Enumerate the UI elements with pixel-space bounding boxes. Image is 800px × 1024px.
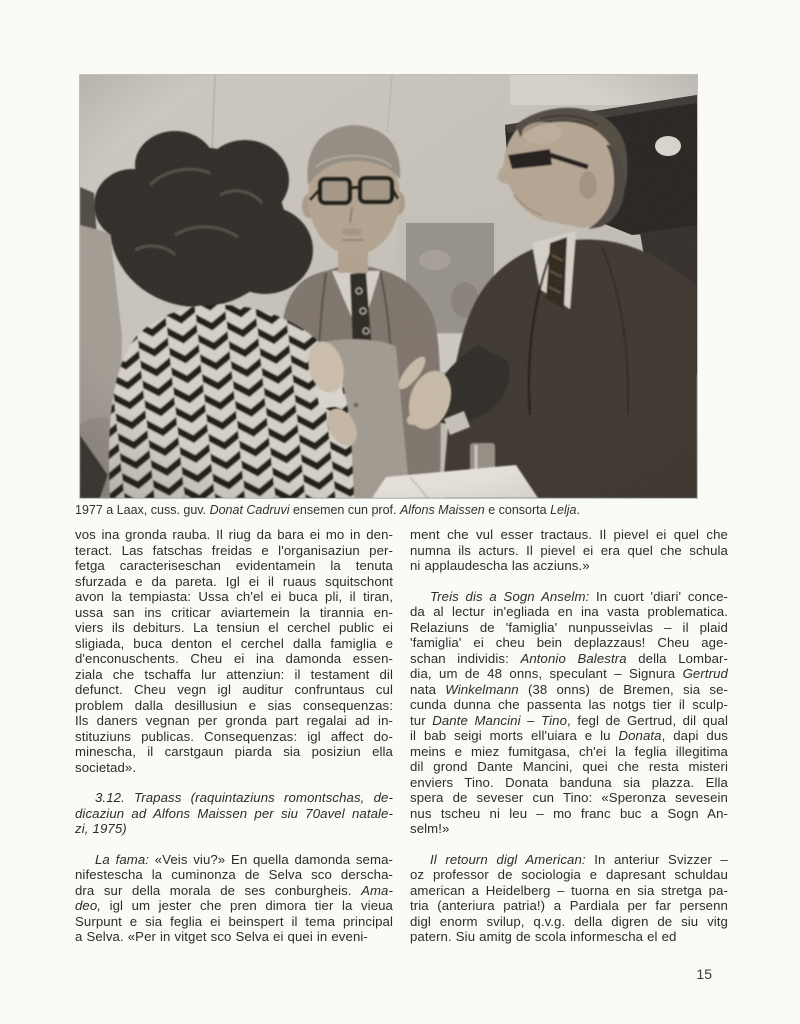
text-line: ni applaudescha las acziuns.» <box>410 558 590 573</box>
text-line: zi, 1975) <box>75 821 127 836</box>
text-line: patern. Siu amitg de scola informescha el ed <box>410 929 677 944</box>
text-line: Ils daners vegnan per gronda part regalai ad in- <box>75 713 393 728</box>
paragraph <box>75 527 393 775</box>
text-line: dicaziun ad Alfons Maissen per siu 70avel natale- <box>75 805 393 821</box>
page-number: 15 <box>696 966 712 982</box>
text-line: tria (anteriura patria!) a Pardiala per far persenn <box>410 898 728 913</box>
text-line: deo, igl um jester che pren dimora tier la vieua <box>75 898 393 913</box>
text-line: minescha, il carstgaun piarda sia posiziun ella <box>75 744 393 759</box>
text-line: ussa san ins criticar aviartemein la tirannia en- <box>75 604 393 620</box>
text-line: meins e miez fumitgasa, ch'ei la feglia illegitima <box>410 743 728 759</box>
text-line: nata Winkelmann (38 onns) de Bremen, sia se- <box>410 681 728 697</box>
text-line: defunct. Cheu vegn igl auditur confruntaus cul <box>75 682 393 697</box>
paragraph <box>75 790 393 837</box>
text-line: nifestescha la cuminonza de Selva sco derscha- <box>75 867 393 882</box>
text-line: a Selva. «Per in vitget sco Selva ei quei in eveni- <box>75 929 368 944</box>
text-line: sfurzada e da pareta. Igl ei il ruaus squitschont <box>75 573 393 589</box>
text-line: fetga caracteriseschan evidentamein la tenuta <box>75 558 393 573</box>
text-line: viers ils debiturs. La tensiun el cerchel public ei <box>75 620 393 635</box>
text-line: Relaziuns de 'famiglia' nunpusseivlas – il plaid <box>410 619 728 635</box>
photo-caption: 1977 a Laax, cuss. guv. Donat Cadruvi ensemen cun prof. Alfons Maissen e consorta Lelja. <box>75 503 580 517</box>
text-line: nus tscheu ni leu – mo franc buc a Sogn An- <box>410 805 728 821</box>
paragraph <box>410 589 728 837</box>
text-line: il bab seigi morts ell'uiara e lu Donata, dapi dus <box>410 728 728 743</box>
paragraph <box>410 527 728 574</box>
text-line: enviers Tino. Donata banduna sia plazza. Ella <box>410 774 728 790</box>
text-line: digl enorm svilup, q.v.g. della digren de siu vitg <box>410 913 728 929</box>
text-line: ziala che tschaffa lur attenziun: il testament dil <box>75 666 393 682</box>
text-line: schan individis: Antonio Balestra della Lombar- <box>410 650 728 666</box>
text-line: avon la tempiasta: Ussa ch'el ei buca pli, il tiran, <box>75 589 393 604</box>
text-line: Surpunt e sia feglia ei beinspert il tema principal <box>75 913 393 929</box>
text-column-right <box>410 527 728 945</box>
text-column-left <box>75 527 393 945</box>
text-line: societad». <box>75 759 137 775</box>
paragraph <box>410 852 728 945</box>
text-line: ment che vul esser tractaus. Il pievel ei quel che <box>410 527 728 542</box>
text-line: tur Dante Mancini – Tino, fegl de Gertrud, dil qual <box>410 712 729 728</box>
film-grain-overlay <box>80 75 697 498</box>
text-line: dra sur della morala de ses conburgheis. Ama- <box>75 882 393 898</box>
text-line: teract. Las fatschas freidas e l'organisaziun per- <box>75 542 393 558</box>
text-line: Treis dis a Sogn Anselm: In cuort 'diari' conce- <box>430 588 729 604</box>
text-line: 'famiglia' ei cheu bein deplazzaus! Cheu age- <box>410 635 728 650</box>
text-line: selm!» <box>410 821 450 836</box>
text-line: La fama: «Veis viu?» En quella damonda sema- <box>95 851 393 867</box>
text-line: Il retourn digl American: In anteriur Svizzer – <box>430 851 728 867</box>
text-line: da al lectur in'egliada en ina vasta problematica. <box>410 604 728 619</box>
text-line: 3.12. Trapass (raquintaziuns romontschas, de- <box>95 790 393 805</box>
text-line: vos ina gronda rauba. Il riug da bara ei mo in den- <box>75 527 393 542</box>
text-line: d'enconuschents. Cheu ei ina damonda essen- <box>75 651 393 666</box>
text-line: cunda dunna che passenta las notgs tier il sculp- <box>410 697 728 712</box>
text-line: dia, um de 48 onns, speculant – Signura Gertrud <box>410 666 728 681</box>
text-line: stituziuns publicas. Consequenzas: igl affect do- <box>75 728 393 744</box>
archival-photo <box>80 75 697 498</box>
paragraph <box>75 852 393 945</box>
text-line: numna ils acturs. Il pievel ei era quel che schula <box>410 542 728 558</box>
text-line: sligiada, buca denton el cerchel dalla famiglia e <box>75 635 393 651</box>
text-line: american a Heidelberg – tuorna en sia stretga pa- <box>410 882 728 898</box>
text-line: spera de seveser cun Tino: «Speronza sevesein <box>410 790 728 805</box>
text-line: oz professor de sociologia e dapresant schuldau <box>410 867 728 882</box>
text-line: problem dalla desillusiun e sias consequenzas: <box>75 697 393 713</box>
text-line: dil grond Dante Mancini, quei che resta misteri <box>410 759 728 774</box>
photo-illustration <box>80 75 697 498</box>
